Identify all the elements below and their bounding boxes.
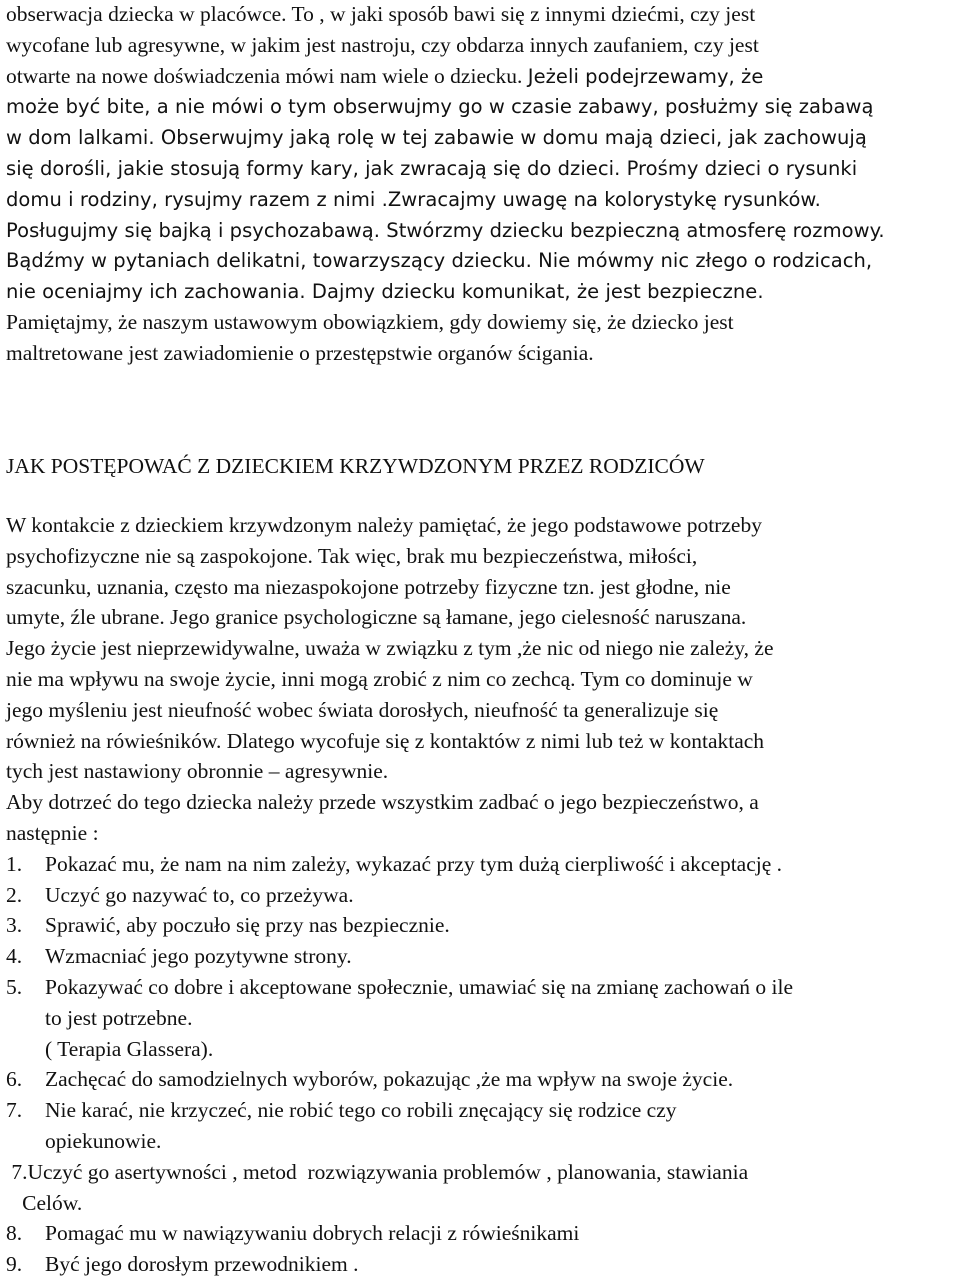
list-item-text: Sprawić, aby poczuło się przy nas bezpiecznie. (45, 913, 450, 938)
text-span: wycofane lub agresywne, w jakim jest nastroju, czy obdarza innych zaufaniem, czy jest (6, 32, 759, 57)
text-line (6, 184, 821, 215)
text-span: się dorośli, jakie stosują formy kary, jak zwracają się do dzieci. Prośmy dzieci o rysunki (6, 157, 858, 180)
text-span: Bądźmy w pytaniach delikatni, towarzyszący dziecku. Nie mówmy nic złego o rodzicach, (6, 249, 873, 273)
list-item-number: 1. (6, 851, 23, 876)
text-line (6, 338, 594, 368)
text-line: umyte, źle ubrane. Jego granice psychologiczne są łamane, jego cielesność naruszana. (6, 605, 747, 630)
list-item-number: 3. (6, 913, 23, 938)
text-line (6, 307, 734, 337)
text-line: szacunku, uznania, często ma niezaspokojone potrzeby fizyczne tzn. jest głodne, nie (6, 574, 731, 599)
text-line (6, 122, 867, 153)
list-item-number: 2. (6, 882, 23, 907)
list-item-number: 8. (6, 1221, 23, 1246)
list-item-text: opiekunowie. (45, 1129, 162, 1153)
text-span: Pamiętajmy, że naszym ustawowym obowiązkiem, gdy dowiemy się, że dziecko jest (6, 310, 734, 334)
list-item-text: 7.Uczyć go asertywności , metod rozwiązywania problemów , planowania, stawiania (6, 1159, 749, 1184)
text-span: maltretowane jest zawiadomienie o przestępstwie organów ścigania. (6, 340, 594, 365)
text-line (6, 91, 873, 122)
text-line: również na rówieśników. Dlatego wycofuje się z kontaktów z nimi lub też w kontaktach (6, 728, 765, 753)
text-line (6, 215, 885, 246)
list-item-number: 6. (6, 1067, 23, 1092)
text-line (6, 0, 755, 29)
text-line: psychofizyczne nie są zaspokojone. Tak więc, brak mu bezpieczeństwa, miłości, (6, 543, 698, 568)
list-item-text: Uczyć go nazywać to, co przeżywa. (45, 882, 354, 907)
text-line: następnie : (6, 821, 99, 845)
list-item-text: Nie karać, nie krzyczeć, nie robić tego co robili znęcający się rodzice czy (45, 1098, 677, 1123)
list-item-text: ( Terapia Glassera). (45, 1036, 214, 1061)
text-line (6, 276, 764, 307)
list-item-text: Być jego dorosłym przewodnikiem . (45, 1252, 359, 1277)
text-span: domu i rodziny, rysujmy razem z nimi .Zwracajmy uwagę na kolorystykę rysunków. (6, 187, 821, 211)
list-item-number: 5. (6, 975, 23, 999)
text-span: otwarte na nowe doświadczenia mówi nam wiele o dziecku. (6, 63, 528, 88)
list-item-text: Pokazywać co dobre i akceptowane społecznie, umawiać się na zmianę zachowań o ile (45, 975, 793, 999)
list-item-text: Pokazać mu, że nam na nim zależy, wykazać przy tym dużą cierpliwość i akceptację . (45, 851, 783, 876)
list-item-number: 7. (6, 1098, 23, 1123)
section-heading: JAK POSTĘPOWAĆ Z DZIECKIEM KRZYWDZONYM PRZEZ RODZICÓW (6, 454, 705, 478)
list-item-number: 9. (6, 1252, 23, 1277)
list-item-text: Pomagać mu w nawiązywaniu dobrych relacji z rówieśnikami (45, 1221, 580, 1246)
text-span: Jeżeli podejrzewamy, że (527, 64, 764, 88)
text-span: w dom lalkami. Obserwujmy jaką rolę w tej zabawie w domu mają dzieci, jak zachowują (6, 126, 867, 150)
text-line: jego myśleniu jest nieufność wobec świata dorosłych, nieufność ta generalizuje się (6, 697, 719, 722)
list-item-text: Celów. (6, 1190, 83, 1215)
text-line (6, 30, 759, 60)
list-item-text: Wzmacniać jego pozytywne strony. (45, 944, 352, 969)
text-line (6, 153, 857, 184)
text-line: Jego życie jest nieprzewidywalne, uważa w związku z tym ,że nic od niego nie zależy, że (6, 636, 774, 661)
text-line (6, 61, 763, 92)
list-item-number: 4. (6, 944, 23, 969)
text-line: tych jest nastawiony obronnie – agresywnie. (6, 759, 389, 784)
text-span: obserwacja dziecka w placówce. To , w jaki sposób bawi się z innymi dziećmi, czy jest (6, 2, 756, 26)
text-span: może być bite, a nie mówi o tym obserwujmy go w czasie zabawy, posłużmy się zabawą (6, 95, 874, 119)
text-span: Posługujmy się bajką i psychozabawą. Stwórzmy dziecku bezpieczną atmosferę rozmowy. (6, 218, 885, 242)
list-item-text: to jest potrzebne. (45, 1005, 193, 1030)
text-line (6, 245, 872, 276)
list-item-text: Zachęcać do samodzielnych wyborów, pokazując ,że ma wpływ na swoje życie. (45, 1067, 734, 1092)
text-line: W kontakcie z dzieckiem krzywdzonym należy pamiętać, że jego podstawowe potrzeby (6, 513, 762, 537)
text-line: nie ma wpływu na swoje życie, inni mogą zrobić z nim co zechcą. Tym co dominuje w (6, 667, 753, 691)
text-span: nie oceniajmy ich zachowania. Dajmy dziecku komunikat, że jest bezpieczne. (6, 280, 764, 304)
text-line: Aby dotrzeć do tego dziecka należy przede wszystkim zadbać o jego bezpieczeństwo, a (6, 790, 759, 815)
